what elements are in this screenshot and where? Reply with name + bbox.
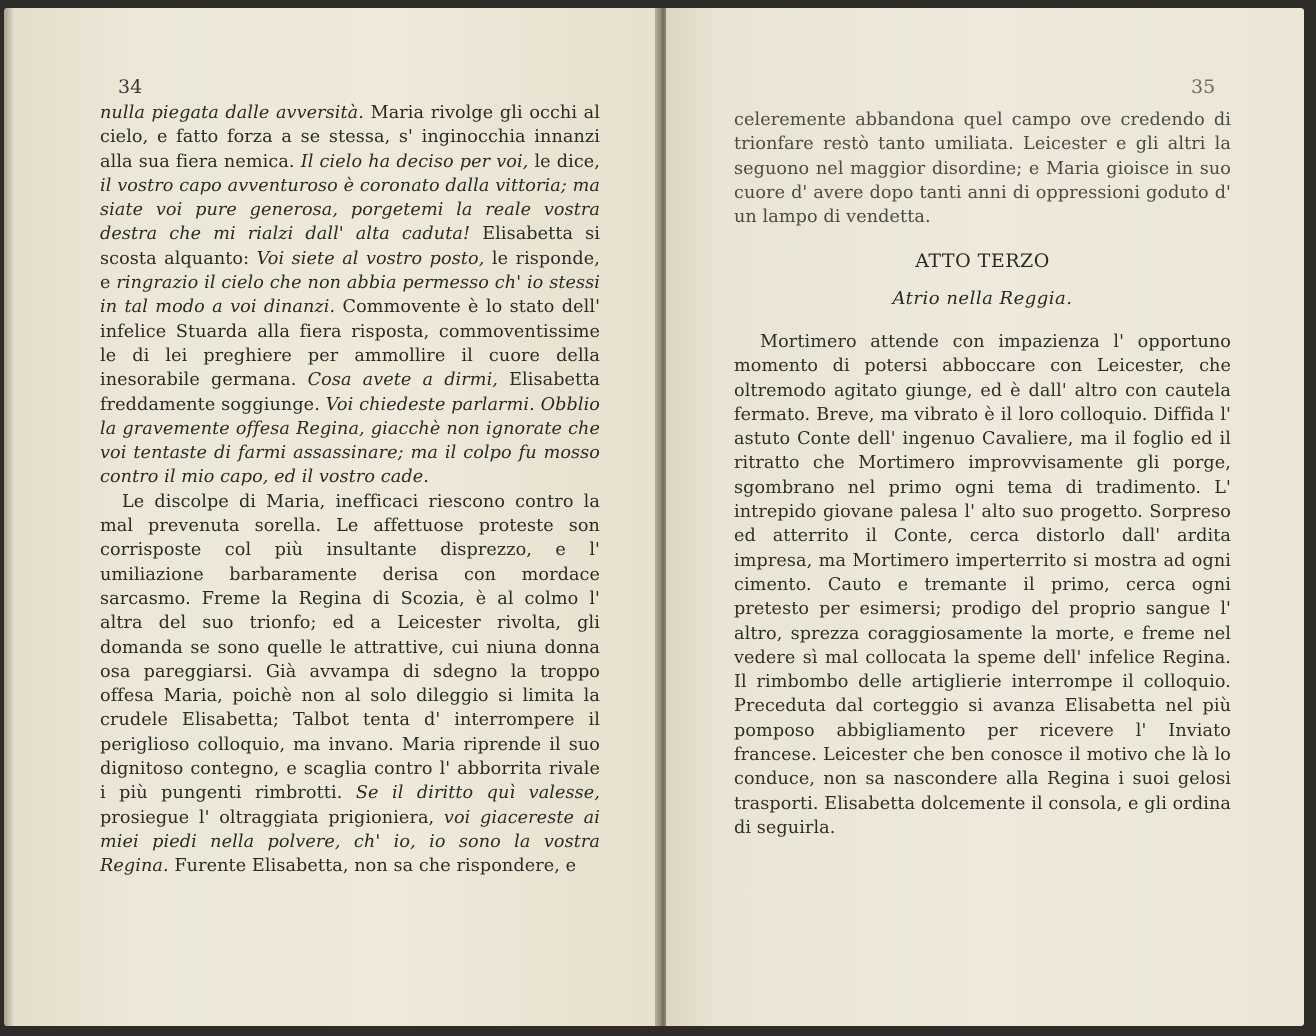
page-text (734, 108, 1231, 229)
text-run: Commovente è lo stato dell' infelice Stuarda alla fiera risposta, commoventissime le di lei preghiere per ammollire il cuore della inesorabile germana. (100, 297, 601, 391)
page-text (734, 330, 1231, 840)
text-run: le dice, (528, 151, 600, 172)
text-run: Elisabetta si scosta alquanto: (100, 224, 600, 269)
page-text (100, 101, 600, 879)
text-run: le risponde, e (100, 248, 600, 294)
text-run: Furente Elisabetta, non sa che rispondere, e (168, 856, 577, 877)
italic-run: Il cielo ha deciso per voi, (300, 151, 529, 172)
italic-run: il vostro capo avventuroso è coronato dalla vittoria; ma siate voi pure generosa, porgetemi la reale vostra destra che mi rialzi dall' alta caduta! (100, 175, 600, 245)
text-run: Maria rivolge gli occhi al cielo, e fatto forza a se stessa, s' inginocchia innanzi alla sua fiera nemica. (100, 103, 601, 172)
italic-run: ringrazio il cielo che non abbia permesso ch' io stessi in tal modo a voi dinanzi. (100, 273, 600, 318)
left-page (4, 8, 657, 1026)
right-page (666, 8, 1304, 1026)
text-run: Le discolpe di Maria, inefficaci riescono contro la mal prevenuta sorella. Le affettuose proteste son corrisposte col più insultante disprezzo, e l' umiliazione barbaramente derisa con mordace sarcasmo. Freme la Regina di Scozia, è al colmo l' altra del suo trionfo; ed a Leicester rivolta, gli domanda se sono quelle le attrattive, cui niuna donna osa pareggiarsi. Già avvampa di sdegno la troppo offesa Maria, poichè non al solo dileggio si limita la crudele Elisabetta; Talbot tenta d' interrompere il periglioso colloquio, ma invano. Maria riprende il suo dignitoso contegno, e scaglia contro l' abborrita rivale i più pungenti rimbrotti. (100, 491, 600, 804)
italic-run: Voi chiedeste parlarmi. Obblio la gravemente offesa Regina, giacchè non ignorate che voi tentaste di farmi assassinare; ma il colpo fu mosso contro il mio capo, ed il vostro cade. (100, 394, 600, 488)
text-run: prosiegue l' oltraggiata prigioniera, (100, 807, 444, 828)
paragraph: celeremente abbandona quel campo ove credendo di trionfare restò tanto umiliata. Leicester e gli altri la seguono nel maggior disordine; e Maria gioisce in suo cuore d' avere dopo tanti anni di oppressioni goduto d' un lampo di vendetta. (734, 110, 1231, 228)
italic-run: Voi siete al vostro posto, (256, 248, 485, 269)
paragraph: Mortimero attende con impazienza l' opportuno momento di potersi abboccare con Leicester, che oltremodo agitato giunge, ed è dall' altro con cautela fermato. Breve, ma vibrato è il loro colloquio. Diffida l' astuto Conte dell' ingenuo Cavaliere, ma il foglio ed il ritratto che Mortimero improvvisamente gli porge, sgombrano nel primo ogni tema di tradimento. L' intrepido giovane palesa l' alto suo progetto. Sorpreso ed atterrito il Conte, cerca distorlo dall' ardita impresa, ma Mortimero imperterrito si mostra ad ogni cimento. Cauto e tremante il primo, cerca ogni pretesto per esimersi; prodigo del proprio sangue l' altro, sprezza coraggiosamente la morte, e freme nel vedere sì mal collocata la speme dell' infelice Regina. Il rimbombo delle artiglierie interrompe il colloquio. Preceduta dal corteggio si avanza Elisabetta nel più pomposo abbigliamento per ricevere l' Inviato francese. Leicester che ben conosce il motivo che là lo conduce, non sa nascondere alla Regina i suoi gelosi trasporti. Elisabetta dolcemente il consola, e gli ordina di seguirla. (734, 332, 1231, 838)
italic-run: Cosa avete a dirmi, (307, 370, 498, 391)
italic-run: nulla piegata dalle avversità. (100, 103, 364, 123)
scene-title: Atrio nella Reggia. (892, 288, 1073, 309)
text-run: Elisabetta freddamente soggiunge. (100, 370, 600, 415)
paragraph (100, 101, 600, 490)
page-number: 34 (118, 76, 143, 98)
paragraph (100, 490, 600, 879)
page-number: 35 (1191, 76, 1216, 98)
italic-run: Se il diritto quì valesse, (355, 783, 600, 804)
italic-run: voi giacereste ai miei piedi nella polvere, ch' io, io sono la vostra Regina. (100, 807, 600, 877)
act-title: ATTO TERZO (915, 250, 1050, 272)
